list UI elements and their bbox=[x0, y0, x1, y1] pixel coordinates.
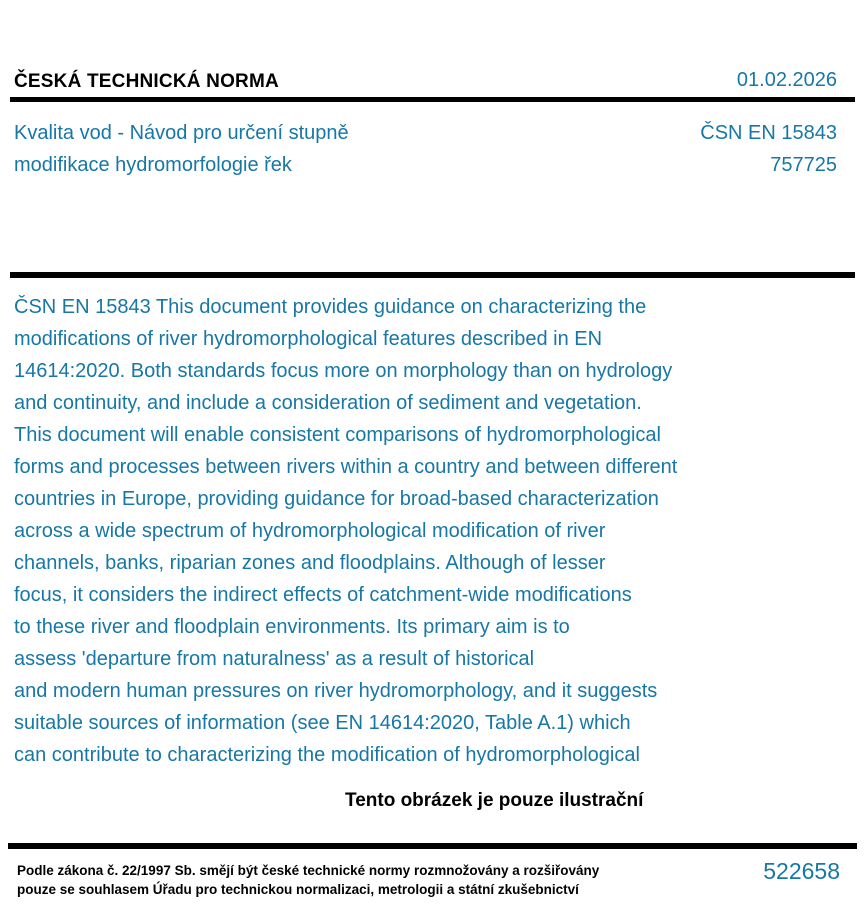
standard-title bbox=[14, 117, 349, 181]
publication-date: 01.02.2026 bbox=[736, 69, 837, 91]
document-header-title: ČESKÁ TECHNICKÁ NORMA bbox=[14, 71, 279, 92]
abstract-line: across a wide spectrum of hydromorphological modification of river bbox=[14, 520, 606, 542]
abstract-line: channels, banks, riparian zones and floodplains. Although of lesser bbox=[14, 552, 606, 574]
copyright-notice-line2: pouze se souhlasem Úřadu pro technickou normalizaci, metrologii a státní zkušebnictví bbox=[17, 882, 579, 897]
abstract-line: ČSN EN 15843 This document provides guidance on characterizing the bbox=[14, 296, 647, 318]
footer-rule bbox=[8, 843, 857, 849]
abstract-line: forms and processes between rivers within a country and between different bbox=[14, 456, 678, 478]
abstract-line: 14614:2020. Both standards focus more on morphology than on hydrology bbox=[14, 360, 673, 382]
standard-code: ČSN EN 15843 bbox=[700, 122, 837, 144]
illustration-disclaimer: Tento obrázek je pouze ilustrační bbox=[345, 790, 644, 811]
standard-reference bbox=[700, 117, 837, 181]
abstract-text bbox=[14, 291, 677, 771]
abstract-line: can contribute to characterizing the modification of hydromorphological bbox=[14, 744, 640, 766]
abstract-line: and continuity, and include a consideration of sediment and vegetation. bbox=[14, 392, 642, 414]
abstract-line: modifications of river hydromorphological features described in EN bbox=[14, 328, 603, 350]
abstract-line: suitable sources of information (see EN 14614:2020, Table A.1) which bbox=[14, 712, 631, 734]
abstract-line: and modern human pressures on river hydromorphology, and it suggests bbox=[14, 680, 658, 702]
standard-title-line2: modifikace hydromorfologie řek bbox=[14, 154, 292, 176]
abstract-line: focus, it considers the indirect effects of catchment-wide modifications bbox=[14, 584, 632, 606]
abstract-line: to these river and floodplain environments. Its primary aim is to bbox=[14, 616, 570, 638]
copyright-notice-line1: Podle zákona č. 22/1997 Sb. smějí být české technické normy rozmnožovány a rozšiřovány bbox=[17, 863, 600, 878]
abstract-line: countries in Europe, providing guidance for broad-based characterization bbox=[14, 488, 659, 510]
abstract-line: assess 'departure from naturalness' as a result of historical bbox=[14, 648, 535, 670]
standard-title-line1: Kvalita vod - Návod pro určení stupně bbox=[14, 122, 349, 144]
abstract-top-rule bbox=[10, 272, 855, 278]
order-number: 522658 bbox=[763, 858, 840, 884]
copyright-notice bbox=[17, 861, 599, 899]
classification-number: 757725 bbox=[770, 154, 837, 176]
header-rule bbox=[10, 97, 855, 102]
abstract-line: This document will enable consistent comparisons of hydromorphological bbox=[14, 424, 661, 446]
